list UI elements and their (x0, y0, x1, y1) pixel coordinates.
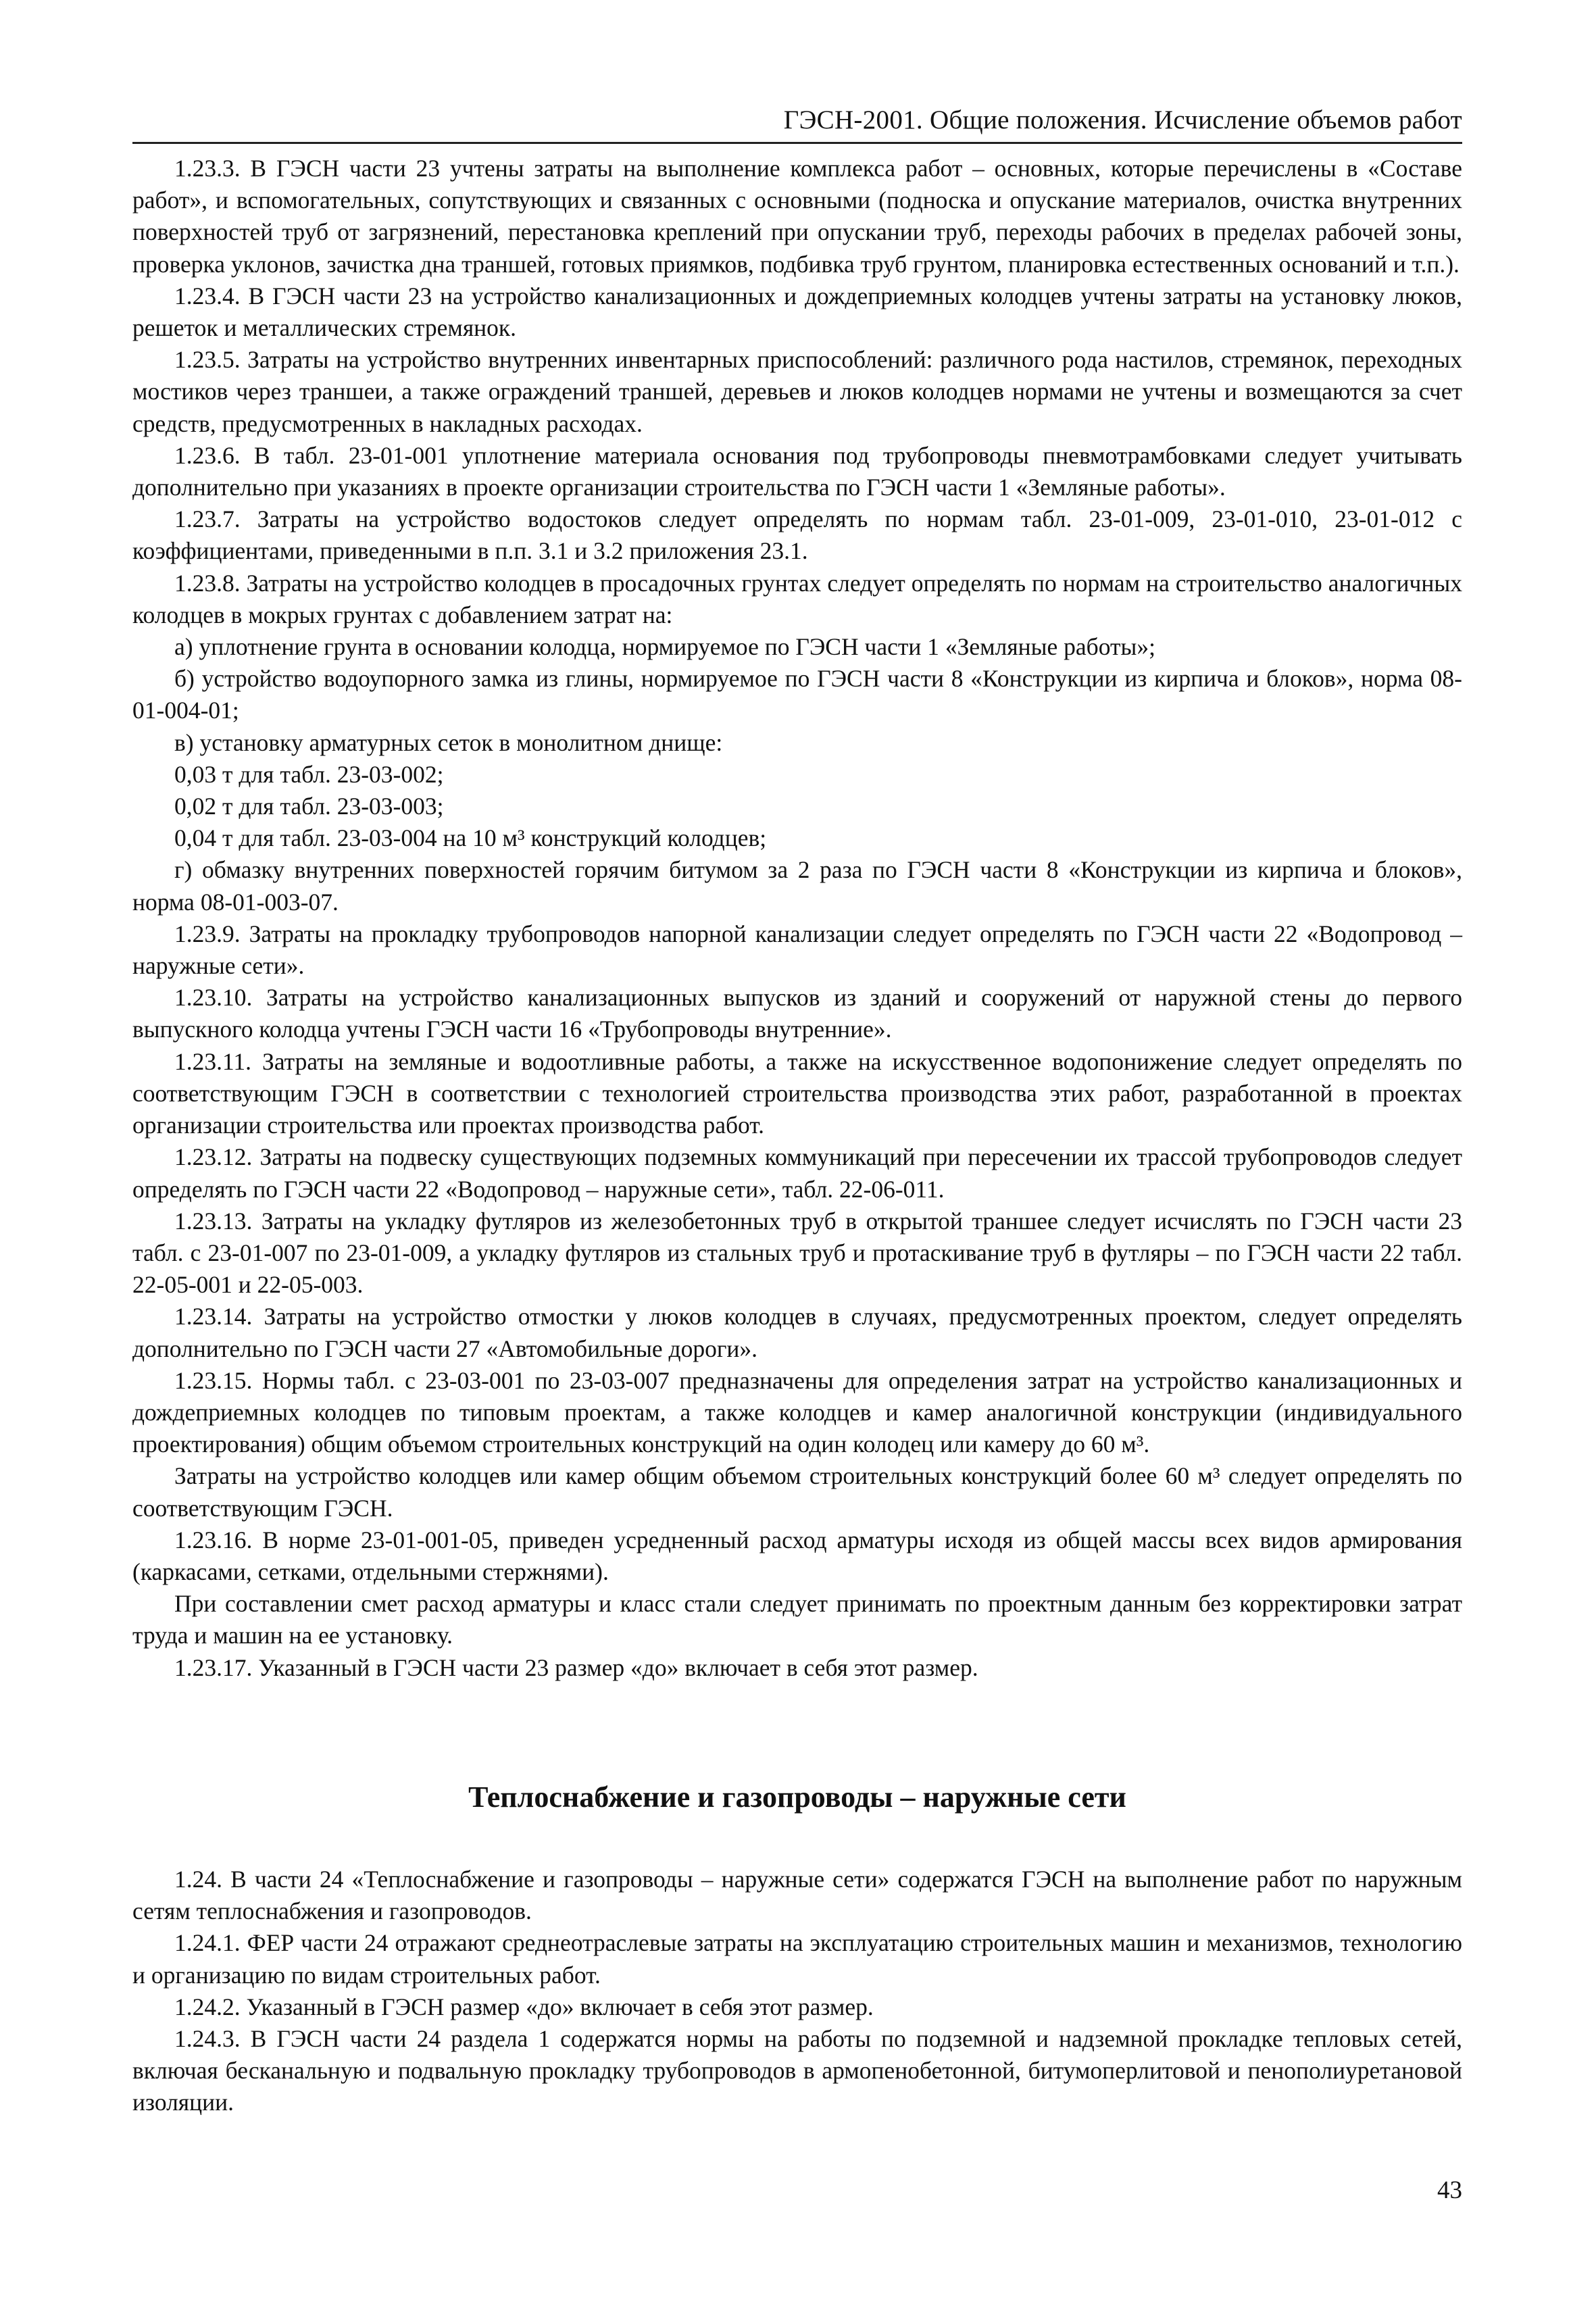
list-item: б) устройство водоупорного замка из глины, нормируемое по ГЭСН части 8 «Конструкции из кирпича и блоков», норма 08-01-004-01; (132, 665, 1462, 724)
running-header (132, 100, 1462, 144)
list-subitem: 0,04 т для табл. 23-03-004 на 10 м³ конструкций колодцев; (174, 824, 767, 852)
page-number: 43 (1437, 2176, 1462, 2204)
paragraph: 1.23.11. Затраты на земляные и водоотливные работы, а также на искусственное водопонижение следует определять по соответствующим ГЭСН в соответствии с технологией строительства производства этих работ, разработанной в проектах организации строительства или проектах производства работ. (132, 1047, 1462, 1139)
paragraph: 1.24.2. Указанный в ГЭСН размер «до» включает в себя этот размер. (174, 1993, 874, 2020)
paragraph: 1.23.13. Затраты на укладку футляров из железобетонных труб в открытой траншее следует исчислять по ГЭСН части 23 табл. с 23-01-007 по 23-01-009, а укладку футляров из стальных труб и протаскивание труб в футляры – по ГЭСН части 22 табл. 22-05-001 и 22-05-003. (132, 1207, 1462, 1299)
paragraph: 1.23.16. В норме 23-01-001-05, приведен усредненный расход арматуры исходя из общей массы всех видов армирования (каркасами, сетками, отдельными стержнями). (132, 1526, 1462, 1585)
header-title: ГЭСН-2001. Общие положения. Исчисление объемов работ (783, 105, 1462, 134)
list-item: а) уплотнение грунта в основании колодца, нормируемое по ГЭСН части 1 «Земляные работы»; (174, 633, 1155, 661)
section-heading: Теплоснабжение и газопроводы – наружные сети (468, 1781, 1126, 1814)
paragraph: 1.24.3. В ГЭСН части 24 раздела 1 содержатся нормы на работы по подземной и надземной прокладке тепловых сетей, включая бесканальную и подвальную прокладку трубопроводов в армопенобетонной, битумоперлитовой и пенополиуретановой изоляции. (132, 2025, 1462, 2116)
paragraph: 1.23.7. Затраты на устройство водостоков следует определять по нормам табл. 23-01-009, 23-01-010, 23-01-012 с коэффициентами, приведенными в п.п. 3.1 и 3.2 приложения 23.1. (132, 505, 1462, 565)
paragraph: 1.24.1. ФЕР части 24 отражают среднеотраслевые затраты на эксплуатацию строительных машин и механизмов, технологию и организацию по видам строительных работ. (132, 1929, 1462, 1989)
paragraph: 1.23.15. Нормы табл. с 23-03-001 по 23-03-007 предназначены для определения затрат на устройство канализационных и дождеприемных колодцев по типовым проектам, а также колодцев и камер аналогичной конструкции (индивидуального проектирования) общим объемом строительных конструкций на один колодец или камеру до 60 м³. (132, 1366, 1462, 1458)
paragraph: 1.23.5. Затраты на устройство внутренних инвентарных приспособлений: различного рода настилов, стремянок, переходных мостиков через траншеи, а также ограждений траншей, деревьев и люков колодцев нормами не учтены и возмещаются за счет средств, предусмотренных в накладных расходах. (132, 346, 1462, 437)
list-item: в) установку арматурных сеток в монолитном днище: (174, 728, 723, 756)
paragraph: 1.23.4. В ГЭСН части 23 на устройство канализационных и дождеприемных колодцев учтены затраты на установку люков, решеток и металлических стремянок. (132, 282, 1462, 342)
paragraph: 1.23.17. Указанный в ГЭСН части 23 размер «до» включает в себя этот размер. (174, 1653, 978, 1681)
paragraph: 1.23.6. В табл. 23-01-001 уплотнение материала основания под трубопроводы пневмотрамбовками следует учитывать дополнительно при указаниях в проекте организации строительства по ГЭСН части 1 «Земляные работы». (132, 441, 1462, 501)
list-item: г) обмазку внутренних поверхностей горячим битумом за 2 раза по ГЭСН части 8 «Конструкции из кирпича и блоков», норма 08-01-003-07. (132, 856, 1462, 916)
paragraph: Затраты на устройство колодцев или камер общим объемом строительных конструкций более 60 м³ следует определять по соответствующим ГЭСН. (132, 1462, 1462, 1522)
paragraph: При составлении смет расход арматуры и класс стали следует принимать по проектным данным без корректировки затрат труда и машин на ее установку. (132, 1590, 1462, 1649)
paragraph: 1.23.3. В ГЭСН части 23 учтены затраты на выполнение комплекса работ – основных, которые перечислены в «Составе работ», и вспомогательных, сопутствующих и связанных с основными (подноска и опускание материалов, очистка внутренних поверхностей труб от загрязнений, перестановка креплений при опускании труб, переходы рабочих в пределах рабочей зоны, проверка уклонов, зачистка дна траншей, готовых приямков, подбивка труб грунтом, планировка естественных оснований и т.п.). (132, 155, 1462, 278)
paragraph: 1.23.10. Затраты на устройство канализационных выпусков из зданий и сооружений от наружной стены до первого выпускного колодца учтены ГЭСН части 16 «Трубопроводы внутренние». (132, 984, 1462, 1043)
section-body-24 (132, 1864, 1462, 2119)
section-body-23 (132, 153, 1462, 1684)
paragraph: 1.23.12. Затраты на подвеску существующих подземных коммуникаций при пересечении их трассой трубопроводов следует определять по ГЭСН части 22 «Водопровод – наружные сети», табл. 22-06-011. (132, 1143, 1462, 1203)
paragraph: 1.23.9. Затраты на прокладку трубопроводов напорной канализации следует определять по ГЭСН части 22 «Водопровод – наружные сети». (132, 920, 1462, 980)
paragraph: 1.23.14. Затраты на устройство отмостки у люков колодцев в случаях, предусмотренных проектом, следует определять дополнительно по ГЭСН части 27 «Автомобильные дороги». (132, 1303, 1462, 1362)
paragraph: 1.24. В части 24 «Теплоснабжение и газопроводы – наружные сети» содержатся ГЭСН на выполнение работ по наружным сетям теплоснабжения и газопроводов. (132, 1866, 1462, 1925)
list-subitem: 0,03 т для табл. 23-03-002; (174, 760, 444, 788)
list-subitem: 0,02 т для табл. 23-03-003; (174, 793, 444, 820)
paragraph: 1.23.8. Затраты на устройство колодцев в просадочных грунтах следует определять по нормам на строительство аналогичных колодцев в мокрых грунтах с добавлением затрат на: (132, 569, 1462, 628)
